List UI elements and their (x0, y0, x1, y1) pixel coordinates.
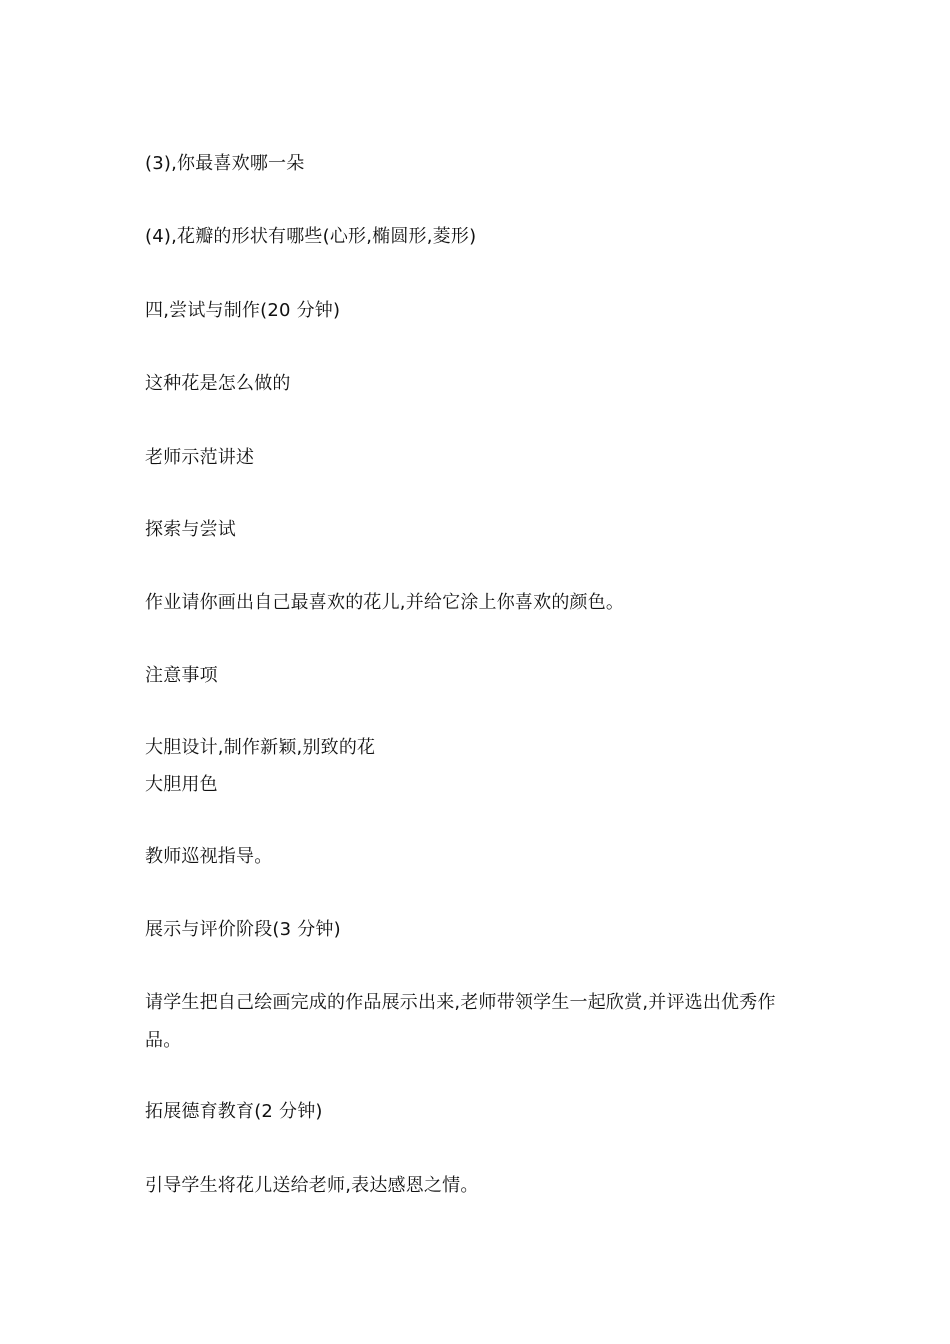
text-line: 大胆用色 (145, 774, 218, 795)
text-line: (4),花瓣的形状有哪些(心形,椭圆形,菱形) (145, 226, 477, 247)
section-heading: 展示与评价阶段(3 分钟) (145, 919, 341, 940)
section-heading: 拓展德育教育(2 分钟) (145, 1101, 323, 1122)
text-line: 作业请你画出自己最喜欢的花儿,并给它涂上你喜欢的颜色。 (145, 592, 625, 613)
section-heading: 四,尝试与制作(20 分钟) (145, 300, 341, 321)
text-line: 大胆设计,制作新颖,别致的花 (145, 737, 376, 758)
text-line: 这种花是怎么做的 (145, 373, 291, 394)
text-line: 品。 (145, 1030, 182, 1051)
text-line: 探索与尝试 (145, 519, 236, 540)
text-line: 教师巡视指导。 (145, 846, 273, 867)
text-line: 老师示范讲述 (145, 447, 255, 468)
text-line: 注意事项 (145, 665, 218, 686)
text-line: 请学生把自己绘画完成的作品展示出来,老师带领学生一起欣赏,并评选出优秀作 (145, 992, 776, 1013)
text-line: 引导学生将花儿送给老师,表达感恩之情。 (145, 1175, 479, 1196)
text-line: (3),你最喜欢哪一朵 (145, 153, 305, 174)
